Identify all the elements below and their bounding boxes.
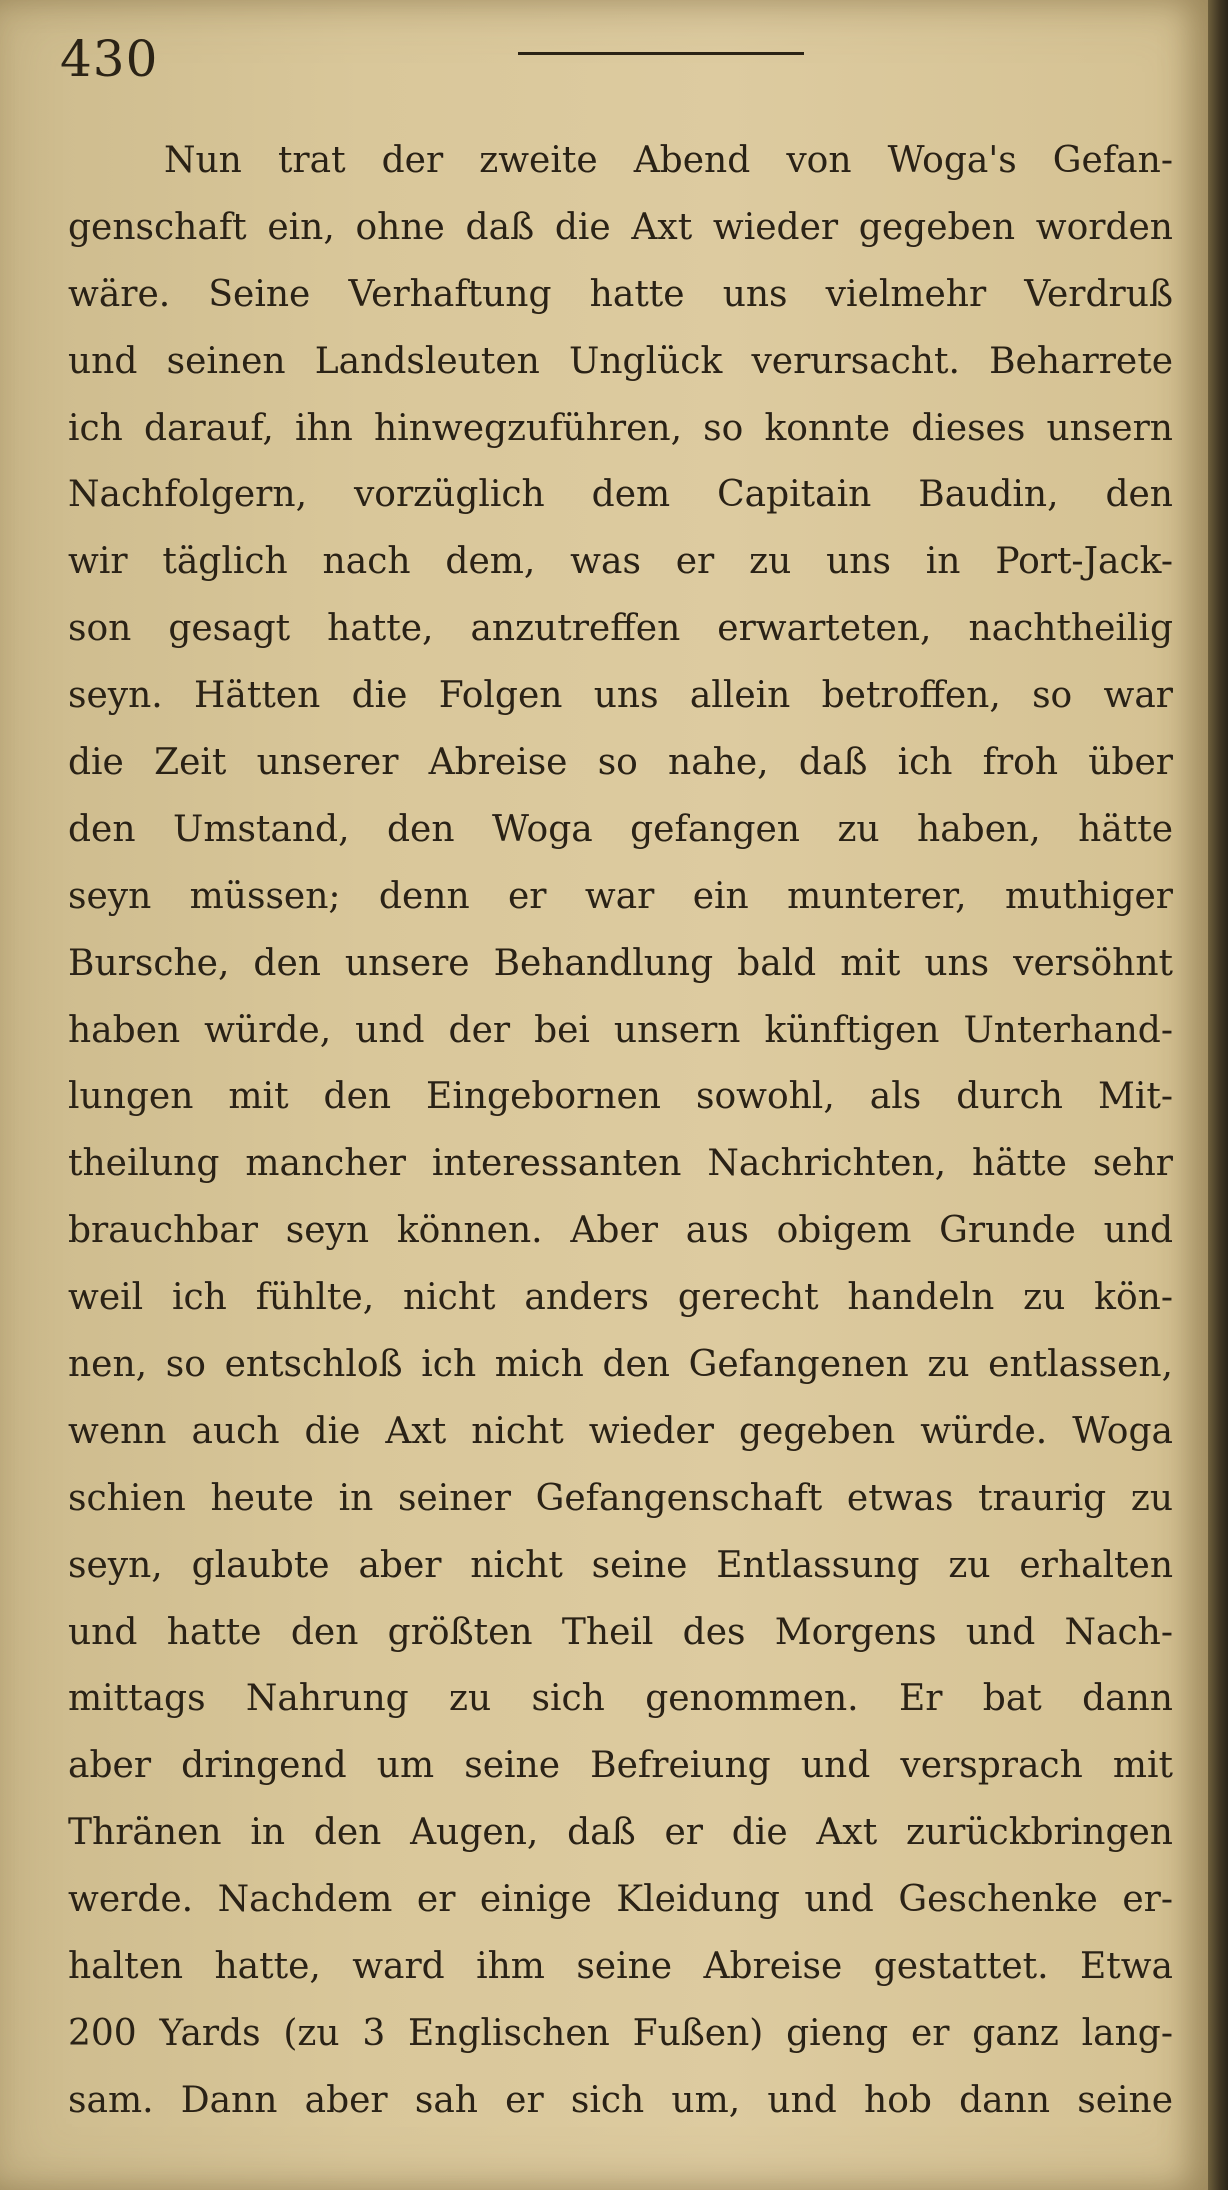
page-edge xyxy=(1208,0,1228,2190)
text-line: haben würde, und der bei unsern künftigen Unterhand- xyxy=(68,1009,1173,1051)
text-line: seyn. Hätten die Folgen uns allein betroffen, so war xyxy=(68,675,1173,717)
header-rule xyxy=(518,52,804,55)
body-text xyxy=(68,128,1173,2135)
text-line: schien heute in seiner Gefangenschaft etwas traurig zu xyxy=(68,1477,1173,1519)
text-line: und hatte den größten Theil des Morgens und Nach- xyxy=(68,1611,1173,1653)
text-line: theilung mancher interessanten Nachrichten, hätte sehr xyxy=(68,1143,1173,1185)
text-line: Bursche, den unsere Behandlung bald mit uns versöhnt xyxy=(68,942,1173,984)
text-line: seyn müssen; denn er war ein munterer, muthiger xyxy=(68,875,1173,917)
text-line: brauchbar seyn können. Aber aus obigem Grunde und xyxy=(68,1210,1173,1252)
text-line: 200 Yards (zu 3 Englischen Fußen) gieng er ganz lang- xyxy=(68,2012,1173,2054)
text-line: werde. Nachdem er einige Kleidung und Geschenke er- xyxy=(68,1879,1173,1921)
text-line: und seinen Landsleuten Unglück verursacht. Beharrete xyxy=(68,340,1173,382)
text-line: halten hatte, ward ihm seine Abreise gestattet. Etwa xyxy=(68,1946,1173,1988)
text-line: nen, so entschloß ich mich den Gefangenen zu entlassen, xyxy=(68,1344,1173,1386)
text-line: Thränen in den Augen, daß er die Axt zurückbringen xyxy=(68,1812,1173,1854)
text-line: mittags Nahrung zu sich genommen. Er bat dann xyxy=(68,1678,1173,1720)
text-line: wäre. Seine Verhaftung hatte uns vielmehr Verdruß xyxy=(68,273,1173,315)
text-line: ich darauf, ihn hinwegzuführen, so konnte dieses unsern xyxy=(68,407,1173,449)
page-number: 430 xyxy=(60,30,159,88)
text-line: Nachfolgern, vorzüglich dem Capitain Baudin, den xyxy=(68,474,1173,516)
text-line: den Umstand, den Woga gefangen zu haben, hätte xyxy=(68,808,1173,850)
text-line: sam. Dann aber sah er sich um, und hob dann seine xyxy=(68,2079,1173,2121)
text-line: lungen mit den Eingebornen sowohl, als durch Mit- xyxy=(68,1076,1173,1118)
text-line: aber dringend um seine Befreiung und versprach mit xyxy=(68,1745,1173,1787)
text-line: Nun trat der zweite Abend von Woga's Gefan- xyxy=(164,140,1173,181)
text-line: die Zeit unserer Abreise so nahe, daß ich froh über xyxy=(68,742,1173,784)
text-line: seyn, glaubte aber nicht seine Entlassung zu erhalten xyxy=(68,1544,1173,1586)
text-line: wir täglich nach dem, was er zu uns in Port-Jack- xyxy=(68,541,1173,583)
text-line: weil ich fühlte, nicht anders gerecht handeln zu kön- xyxy=(68,1277,1173,1319)
text-line: son gesagt hatte, anzutreffen erwarteten, nachtheilig xyxy=(68,608,1173,650)
text-line: wenn auch die Axt nicht wieder gegeben würde. Woga xyxy=(68,1410,1173,1452)
page-header xyxy=(60,30,1160,100)
text-line: genschaft ein, ohne daß die Axt wieder gegeben worden xyxy=(68,206,1173,248)
